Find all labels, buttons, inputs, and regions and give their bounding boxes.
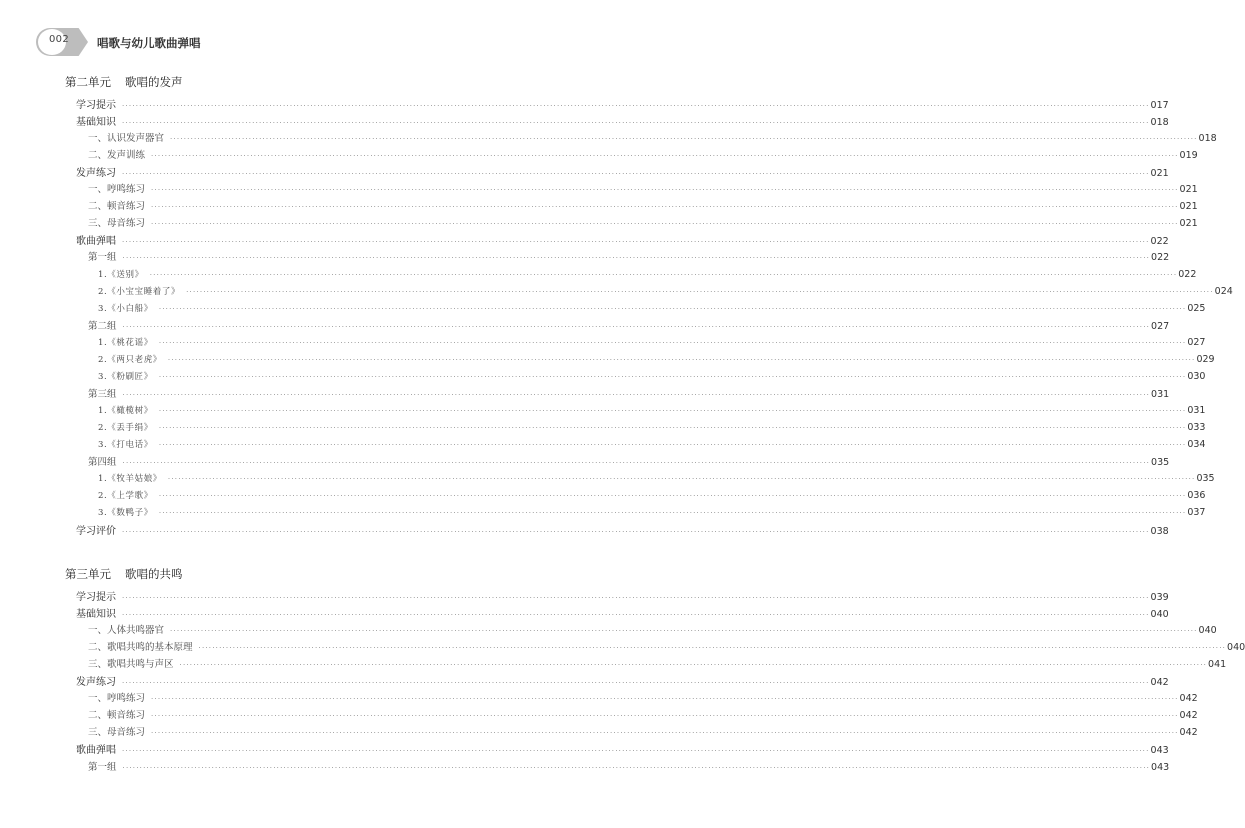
toc-entry[interactable] bbox=[98, 420, 1206, 436]
dot-leader: ············································································································································································································································································································ bbox=[167, 475, 1196, 484]
dot-leader: ············································································································································································································································································································ bbox=[122, 390, 1151, 399]
toc-entry[interactable] bbox=[76, 741, 1169, 757]
toc-entry-page: 019 bbox=[1179, 150, 1198, 162]
toc-entry-page: 031 bbox=[1187, 404, 1206, 416]
dot-leader: ············································································································································································································································································································ bbox=[158, 372, 1187, 381]
toc-entry-page: 038 bbox=[1150, 526, 1169, 538]
toc-entry[interactable] bbox=[88, 198, 1198, 214]
dot-leader: ············································································································································································································································································································ bbox=[122, 528, 1150, 537]
toc-entry-label: 2.《小宝宝睡着了》 bbox=[98, 286, 181, 297]
dot-leader: ············································································································································································································································································································ bbox=[151, 220, 1179, 229]
toc-entry[interactable] bbox=[88, 690, 1198, 706]
toc-entry-page: 042 bbox=[1179, 710, 1198, 722]
toc-entry-page: 042 bbox=[1150, 677, 1169, 689]
dot-leader: ············································································································································································································································································································ bbox=[170, 627, 1198, 636]
toc-entry-label: 1.《橄榄树》 bbox=[98, 405, 153, 416]
toc-entry-label: 学习提示 bbox=[76, 592, 116, 603]
toc-entry-label: 2.《两只老虎》 bbox=[98, 354, 162, 365]
toc-entry-page: 031 bbox=[1151, 388, 1170, 400]
toc-entry-page: 030 bbox=[1187, 370, 1206, 382]
toc-entry-page: 040 bbox=[1150, 609, 1169, 621]
toc-entry-page: 022 bbox=[1151, 252, 1170, 264]
toc-entry[interactable] bbox=[76, 588, 1169, 604]
toc-entry[interactable] bbox=[88, 147, 1198, 163]
toc-entry-page: 027 bbox=[1151, 320, 1170, 332]
toc-entry-page: 037 bbox=[1187, 507, 1206, 519]
toc-entry-page: 027 bbox=[1187, 336, 1206, 348]
dot-leader: ············································································································································································································································································································ bbox=[158, 304, 1187, 313]
dot-leader: ············································································································································································································································································································ bbox=[122, 102, 1150, 110]
toc-entry-label: 第四组 bbox=[88, 457, 117, 469]
dot-leader: ············································································································································································································································································································ bbox=[151, 712, 1179, 721]
toc-entry[interactable] bbox=[88, 249, 1170, 265]
toc-entry-label: 学习提示 bbox=[76, 100, 116, 111]
toc-entry-label: 第三组 bbox=[88, 388, 117, 400]
toc-entry-label: 学习评价 bbox=[76, 526, 116, 538]
toc-entry-page: 021 bbox=[1150, 168, 1169, 180]
unit-title bbox=[65, 566, 183, 582]
dot-leader: ············································································································································································································································································································ bbox=[158, 492, 1187, 501]
toc-entry-page: 024 bbox=[1214, 285, 1233, 297]
toc-entry[interactable] bbox=[88, 181, 1198, 197]
dot-leader: ············································································································································································································································································································ bbox=[122, 679, 1150, 688]
toc-entry[interactable] bbox=[76, 113, 1169, 129]
dot-leader: ············································································································································································································································································································ bbox=[198, 644, 1227, 653]
dot-leader: ············································································································································································································································································································ bbox=[122, 254, 1151, 263]
toc-entry[interactable] bbox=[88, 386, 1170, 402]
dot-leader: ············································································································································································································································································································ bbox=[158, 406, 1187, 415]
dot-leader: ············································································································································································································································································································ bbox=[186, 287, 1214, 296]
toc-entry[interactable] bbox=[76, 164, 1169, 180]
toc-entry-page: 033 bbox=[1187, 421, 1206, 433]
dot-leader: ············································································································································································································································································································ bbox=[158, 441, 1187, 449]
toc-entry-label: 歌曲弹唱 bbox=[76, 745, 116, 757]
dot-leader: ············································································································································································································································································································ bbox=[151, 203, 1179, 212]
unit-number: 第二单元 bbox=[65, 75, 111, 89]
toc-entry-page: 035 bbox=[1196, 473, 1215, 485]
toc-entry[interactable] bbox=[98, 284, 1233, 300]
toc-entry-page: 018 bbox=[1198, 133, 1217, 145]
toc-entry-page: 039 bbox=[1150, 592, 1169, 603]
unit-name: 歌唱的共鸣 bbox=[125, 567, 183, 581]
dot-leader: ············································································································································································································································································································ bbox=[149, 270, 1178, 279]
dot-leader: ············································································································································································································································································································ bbox=[151, 729, 1179, 738]
toc-entry[interactable] bbox=[98, 471, 1215, 487]
toc-entry[interactable] bbox=[76, 96, 1169, 112]
toc-entry-label: 二、歌唱共鸣的基本原理 bbox=[88, 642, 193, 654]
toc-entry-label: 第一组 bbox=[88, 761, 117, 773]
toc-entry[interactable] bbox=[98, 335, 1206, 351]
dot-leader: ············································································································································································································································································································ bbox=[122, 459, 1151, 468]
toc-entry-label: 一、哼鸣练习 bbox=[88, 693, 146, 705]
toc-entry[interactable] bbox=[88, 318, 1170, 334]
toc-entry-label: 3.《小白船》 bbox=[98, 303, 153, 314]
toc-entry-label: 3.《打电话》 bbox=[98, 440, 153, 450]
toc-entry-page: 021 bbox=[1179, 218, 1198, 230]
toc-entry-label: 三、歌唱共鸣与声区 bbox=[88, 659, 174, 671]
toc-entry-page: 040 bbox=[1198, 625, 1217, 637]
dot-leader: ············································································································································································································································································································ bbox=[151, 152, 1179, 161]
toc-entry-page: 036 bbox=[1187, 490, 1206, 502]
dot-leader: ············································································································································································································································································································ bbox=[122, 119, 1150, 128]
dot-leader: ············································································································································································································································································································ bbox=[122, 611, 1150, 620]
toc-entry[interactable] bbox=[88, 707, 1198, 723]
toc-entry-page: 022 bbox=[1178, 268, 1197, 280]
toc-entry[interactable] bbox=[76, 605, 1169, 621]
toc-entry-label: 二、顿音练习 bbox=[88, 710, 146, 722]
toc-entry[interactable] bbox=[76, 232, 1169, 248]
toc-entry[interactable] bbox=[98, 505, 1206, 521]
toc-entry-page: 042 bbox=[1179, 727, 1198, 739]
toc-entry-label: 2.《上学歌》 bbox=[98, 491, 153, 502]
toc-entry-page: 022 bbox=[1150, 236, 1169, 248]
toc-entry[interactable] bbox=[98, 369, 1206, 385]
toc-entry[interactable] bbox=[98, 352, 1215, 368]
toc-entry-label: 1.《桃花谣》 bbox=[98, 337, 153, 348]
toc-entry-label: 发声练习 bbox=[76, 168, 116, 180]
dot-leader: ············································································································································································································································································································ bbox=[170, 135, 1198, 144]
toc-entry-label: 3.《数鸭子》 bbox=[98, 508, 153, 519]
dot-leader: ············································································································································································································································································································ bbox=[122, 763, 1151, 772]
toc-entry[interactable] bbox=[88, 759, 1170, 775]
toc-entry[interactable] bbox=[98, 301, 1206, 317]
toc-entry[interactable] bbox=[88, 130, 1217, 146]
toc-entry-label: 1.《牧羊姑娘》 bbox=[98, 474, 162, 485]
dot-leader: ············································································································································································································································································································ bbox=[122, 170, 1150, 179]
dot-leader: ············································································································································································································································································································ bbox=[122, 238, 1150, 247]
toc-entry-page: 043 bbox=[1151, 761, 1170, 773]
toc-entry-label: 第二组 bbox=[88, 320, 117, 332]
toc-entry[interactable] bbox=[98, 403, 1206, 419]
dot-leader: ············································································································································································································································································································ bbox=[151, 186, 1179, 195]
toc-entry-page: 025 bbox=[1187, 302, 1206, 314]
dot-leader: ············································································································································································································································································································ bbox=[122, 322, 1151, 331]
toc-entry-page: 018 bbox=[1150, 117, 1169, 129]
toc-entry[interactable] bbox=[76, 673, 1169, 689]
toc-entry-label: 第一组 bbox=[88, 252, 117, 264]
dot-leader: ············································································································································································································································································································ bbox=[179, 661, 1208, 670]
toc-entry[interactable] bbox=[88, 639, 1245, 655]
dot-leader: ············································································································································································································································································································ bbox=[122, 747, 1150, 756]
toc-entry[interactable] bbox=[76, 522, 1169, 538]
toc-entry-page: 035 bbox=[1151, 457, 1170, 469]
dot-leader: ············································································································································································································································································································ bbox=[122, 594, 1150, 602]
toc-entry-label: 发声练习 bbox=[76, 677, 116, 689]
toc-entry-page: 040 bbox=[1227, 642, 1245, 654]
toc-entry-page: 034 bbox=[1187, 439, 1206, 450]
toc-entry[interactable] bbox=[88, 622, 1217, 638]
toc-entry-label: 二、发声训练 bbox=[88, 150, 146, 162]
toc-entry-page: 042 bbox=[1179, 693, 1198, 705]
toc-entry-label: 基础知识 bbox=[76, 117, 116, 129]
toc-entry-label: 三、母音练习 bbox=[88, 727, 146, 739]
toc-entry-label: 基础知识 bbox=[76, 609, 116, 621]
toc-entry-label: 1.《送别》 bbox=[98, 269, 144, 280]
toc-entry[interactable] bbox=[98, 488, 1206, 504]
toc-entry-label: 歌曲弹唱 bbox=[76, 236, 116, 248]
toc-entry-label: 一、认识发声器官 bbox=[88, 133, 165, 145]
toc-entry-page: 043 bbox=[1150, 745, 1169, 757]
dot-leader: ············································································································································································································································································································ bbox=[158, 338, 1187, 347]
page-number: 002 bbox=[49, 34, 69, 45]
toc-entry[interactable] bbox=[88, 656, 1227, 672]
toc-entry-label: 一、哼鸣练习 bbox=[88, 184, 146, 196]
dot-leader: ············································································································································································································································································································ bbox=[151, 695, 1179, 704]
toc-entry-label: 3.《粉刷匠》 bbox=[98, 371, 153, 382]
toc-entry-label: 二、顿音练习 bbox=[88, 201, 146, 213]
toc-entry-page: 041 bbox=[1208, 659, 1227, 671]
dot-leader: ············································································································································································································································································································ bbox=[158, 509, 1187, 518]
toc-entry-label: 2.《丢手绢》 bbox=[98, 422, 153, 433]
dot-leader: ············································································································································································································································································································ bbox=[167, 355, 1196, 364]
unit-number: 第三单元 bbox=[65, 567, 111, 581]
toc-entry-label: 三、母音练习 bbox=[88, 218, 146, 230]
toc-entry[interactable] bbox=[98, 267, 1197, 283]
toc-entry-page: 017 bbox=[1150, 100, 1169, 111]
toc-entry-page: 029 bbox=[1196, 353, 1215, 365]
toc-entry[interactable] bbox=[98, 437, 1206, 453]
dot-leader: ············································································································································································································································································································ bbox=[158, 423, 1187, 432]
unit-name: 歌唱的发声 bbox=[125, 75, 183, 89]
book-title: 唱歌与幼儿歌曲弹唱 bbox=[97, 36, 201, 50]
toc-entry-page: 021 bbox=[1179, 184, 1198, 196]
toc-entry-page: 021 bbox=[1179, 201, 1198, 213]
page-header bbox=[0, 0, 620, 72]
toc-entry[interactable] bbox=[88, 724, 1198, 740]
toc-entry[interactable] bbox=[88, 454, 1170, 470]
toc-entry[interactable] bbox=[88, 215, 1198, 231]
toc-entry-label: 一、人体共鸣器官 bbox=[88, 625, 165, 637]
unit-title bbox=[65, 74, 183, 90]
